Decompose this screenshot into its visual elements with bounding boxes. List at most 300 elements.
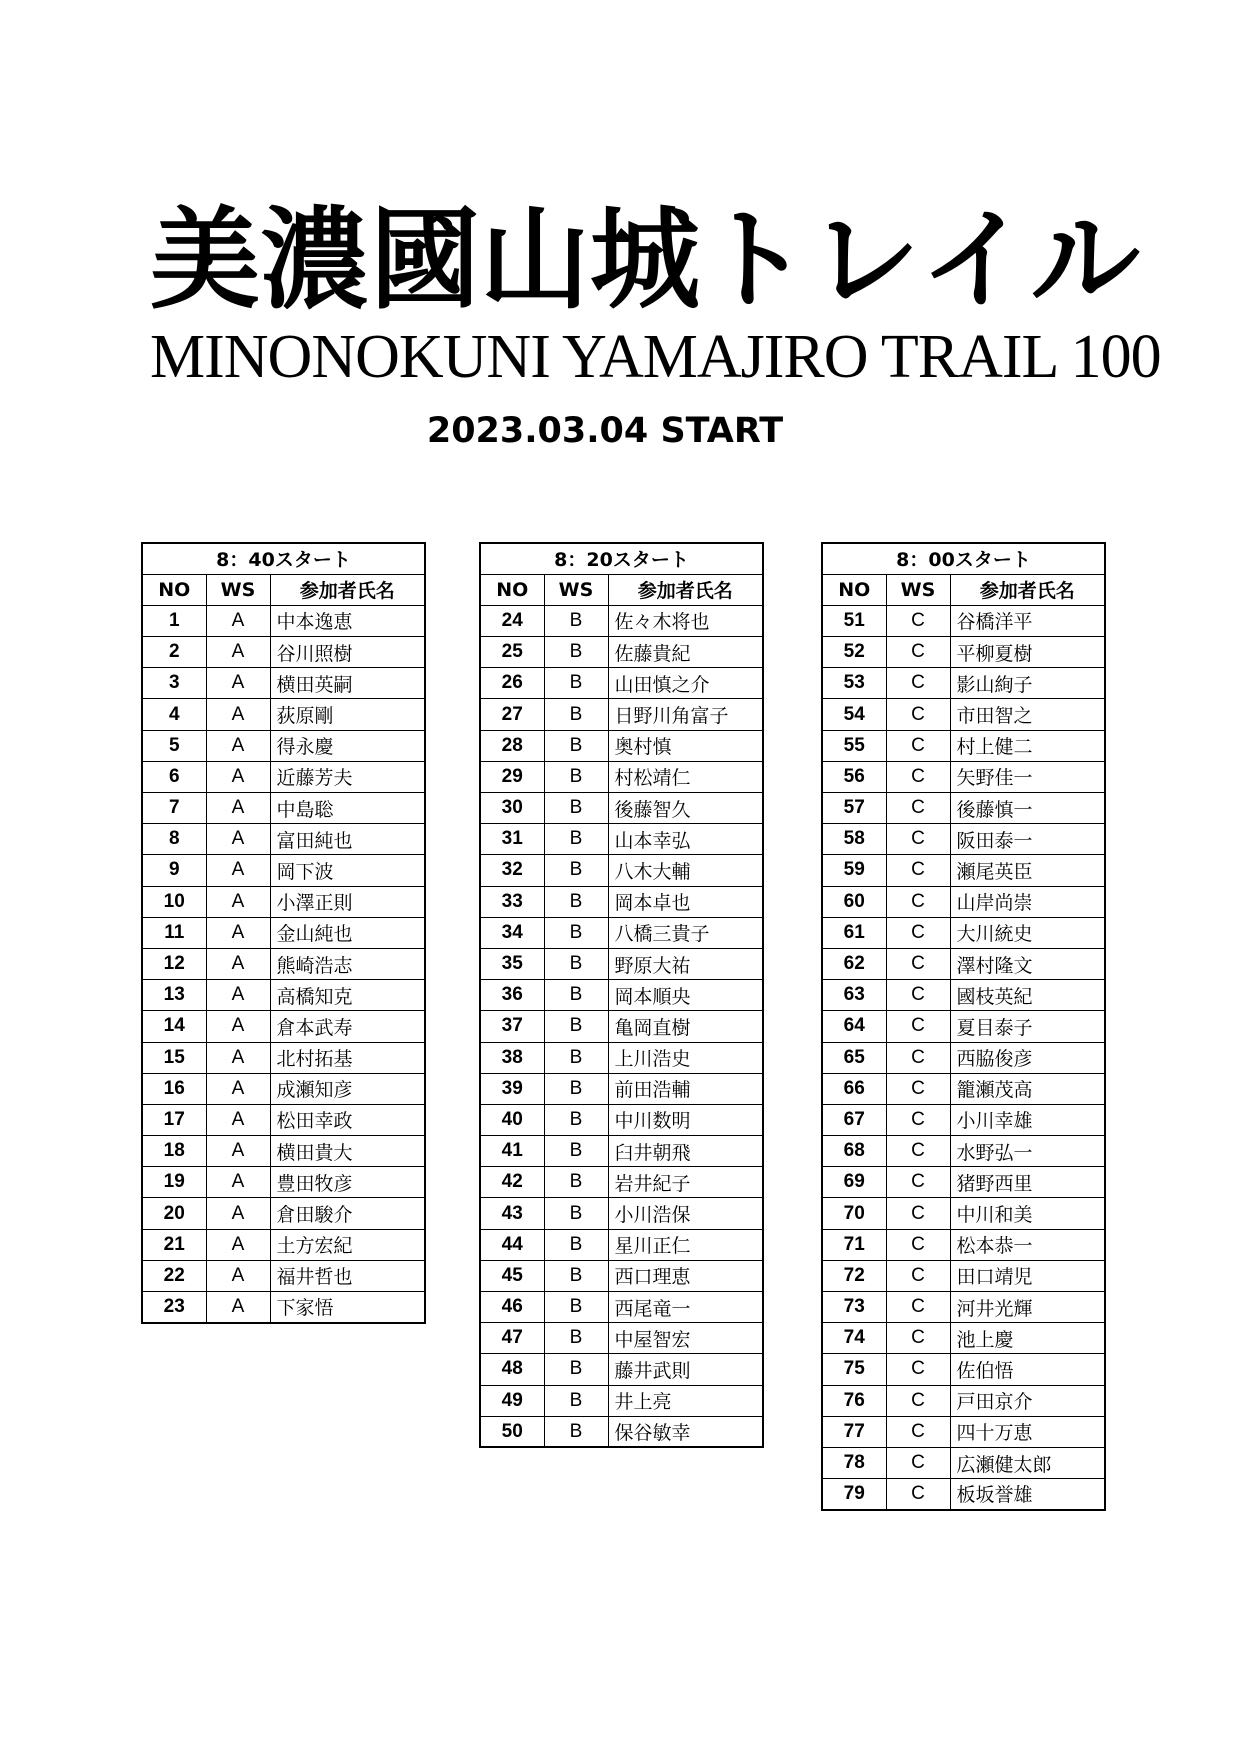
participant-name: 後藤慎一	[950, 793, 1105, 824]
participant-number: 54	[822, 699, 886, 730]
logo-char: ル	[1030, 195, 1140, 324]
participant-number: 11	[142, 917, 206, 948]
wave-code: C	[886, 605, 950, 636]
table-row	[822, 1167, 1105, 1198]
wave-code: A	[206, 980, 270, 1011]
wave-code: A	[206, 1011, 270, 1042]
participant-name: 小川浩保	[608, 1198, 763, 1229]
wave-code: C	[886, 1385, 950, 1416]
participant-name: 亀岡直樹	[608, 1011, 763, 1042]
participant-number: 35	[480, 948, 544, 979]
wave-code: C	[886, 637, 950, 668]
table-row	[480, 605, 763, 636]
participant-number: 17	[142, 1104, 206, 1135]
wave-code: A	[206, 1292, 270, 1323]
logo-char: 城	[590, 195, 700, 324]
participant-name: 西口理恵	[608, 1260, 763, 1291]
participant-number: 53	[822, 668, 886, 699]
table-row	[822, 1416, 1105, 1447]
participant-name: 市田智之	[950, 699, 1105, 730]
participant-number: 73	[822, 1292, 886, 1323]
table-row	[822, 699, 1105, 730]
participant-name: 成瀬知彦	[270, 1073, 425, 1104]
column-header-name: 参加者氏名	[950, 574, 1105, 605]
participant-number: 67	[822, 1104, 886, 1135]
table-row	[480, 1167, 763, 1198]
table-row	[480, 793, 763, 824]
wave-code: A	[206, 761, 270, 792]
table-row	[480, 1104, 763, 1135]
participant-name: 佐伯悟	[950, 1354, 1105, 1385]
wave-code: B	[544, 637, 608, 668]
participant-name: 谷橋洋平	[950, 605, 1105, 636]
wave-code: C	[886, 730, 950, 761]
wave-code: A	[206, 1042, 270, 1073]
participant-name: 四十万恵	[950, 1416, 1105, 1447]
participant-number: 19	[142, 1167, 206, 1198]
logo-char: ト	[700, 195, 810, 324]
table-row	[480, 1385, 763, 1416]
table-row	[822, 1042, 1105, 1073]
wave-code: C	[886, 1354, 950, 1385]
participant-name: 岩井紀子	[608, 1167, 763, 1198]
participant-number: 61	[822, 917, 886, 948]
table-row	[142, 668, 425, 699]
participant-name: 籠瀬茂高	[950, 1073, 1105, 1104]
participant-name: 日野川角富子	[608, 699, 763, 730]
table-row	[822, 1136, 1105, 1167]
wave-title: 8：00スタート	[822, 543, 1105, 574]
participant-number: 51	[822, 605, 886, 636]
participant-name: 富田純也	[270, 824, 425, 855]
participant-number: 12	[142, 948, 206, 979]
wave-code: B	[544, 1385, 608, 1416]
participant-name: 豊田牧彦	[270, 1167, 425, 1198]
wave-code: A	[206, 637, 270, 668]
table-row	[822, 1447, 1105, 1478]
participant-name: 前田浩輔	[608, 1073, 763, 1104]
wave-code: C	[886, 948, 950, 979]
participant-number: 69	[822, 1167, 886, 1198]
participant-number: 63	[822, 980, 886, 1011]
participant-name: 戸田京介	[950, 1385, 1105, 1416]
participant-number: 25	[480, 637, 544, 668]
wave-code: A	[206, 917, 270, 948]
participant-number: 65	[822, 1042, 886, 1073]
table-row	[480, 980, 763, 1011]
participant-name: 田口靖児	[950, 1260, 1105, 1291]
table-row	[822, 980, 1105, 1011]
participant-name: 倉本武寿	[270, 1011, 425, 1042]
participant-name: 山岸尚崇	[950, 886, 1105, 917]
table-row	[480, 1042, 763, 1073]
table-row	[480, 1323, 763, 1354]
wave-code: A	[206, 605, 270, 636]
table-row	[142, 605, 425, 636]
wave-code: A	[206, 1198, 270, 1229]
participant-name: 北村拓基	[270, 1042, 425, 1073]
participant-number: 29	[480, 761, 544, 792]
participant-name: 奥村慎	[608, 730, 763, 761]
participant-name: 八橋三貴子	[608, 917, 763, 948]
wave-code: C	[886, 1073, 950, 1104]
table-row	[142, 1042, 425, 1073]
participant-name: 倉田駿介	[270, 1198, 425, 1229]
column-header-ws: WS	[206, 574, 270, 605]
table-row	[480, 824, 763, 855]
participant-name: 岡本卓也	[608, 886, 763, 917]
table-row	[480, 948, 763, 979]
table-row	[480, 730, 763, 761]
participant-number: 3	[142, 668, 206, 699]
table-row	[822, 855, 1105, 886]
table-row	[822, 637, 1105, 668]
table-row	[822, 1229, 1105, 1260]
participant-number: 10	[142, 886, 206, 917]
table-row	[142, 886, 425, 917]
table-row	[480, 855, 763, 886]
wave-code: A	[206, 1136, 270, 1167]
wave-code: B	[544, 1229, 608, 1260]
wave-code: B	[544, 699, 608, 730]
participant-number: 31	[480, 824, 544, 855]
logo-char: 美	[150, 195, 260, 324]
participant-name: 佐藤貴紀	[608, 637, 763, 668]
wave-code: A	[206, 1260, 270, 1291]
wave-code: C	[886, 855, 950, 886]
table-row	[480, 1073, 763, 1104]
table-row	[480, 1011, 763, 1042]
participant-number: 34	[480, 917, 544, 948]
wave-code: A	[206, 948, 270, 979]
table-row	[480, 1416, 763, 1447]
wave-code: C	[886, 1136, 950, 1167]
participant-number: 14	[142, 1011, 206, 1042]
wave-code: C	[886, 1479, 950, 1510]
column-header-no: NO	[480, 574, 544, 605]
wave-code: C	[886, 1011, 950, 1042]
wave-code: B	[544, 1042, 608, 1073]
participant-name: 平柳夏樹	[950, 637, 1105, 668]
participant-number: 2	[142, 637, 206, 668]
participant-number: 16	[142, 1073, 206, 1104]
column-header-name: 参加者氏名	[270, 574, 425, 605]
table-row	[142, 824, 425, 855]
wave-code: C	[886, 1447, 950, 1478]
wave-code: A	[206, 855, 270, 886]
table-row	[142, 637, 425, 668]
table-row	[142, 855, 425, 886]
participant-number: 40	[480, 1104, 544, 1135]
participant-number: 57	[822, 793, 886, 824]
wave-code: B	[544, 917, 608, 948]
participant-number: 62	[822, 948, 886, 979]
wave-code: C	[886, 1323, 950, 1354]
participant-number: 39	[480, 1073, 544, 1104]
participant-number: 30	[480, 793, 544, 824]
wave-code: B	[544, 668, 608, 699]
column-header-no: NO	[142, 574, 206, 605]
wave-code: B	[544, 1198, 608, 1229]
participant-name: 中川数明	[608, 1104, 763, 1135]
wave-code: B	[544, 886, 608, 917]
table-row	[480, 1229, 763, 1260]
wave-code: C	[886, 1104, 950, 1135]
wave-code: B	[544, 1354, 608, 1385]
participant-number: 42	[480, 1167, 544, 1198]
participant-number: 20	[142, 1198, 206, 1229]
table-row	[142, 1198, 425, 1229]
participant-number: 21	[142, 1229, 206, 1260]
participant-number: 55	[822, 730, 886, 761]
participant-number: 26	[480, 668, 544, 699]
participant-name: 矢野佳一	[950, 761, 1105, 792]
table-row	[480, 886, 763, 917]
wave-code: B	[544, 1136, 608, 1167]
participant-number: 1	[142, 605, 206, 636]
wave-table-2	[479, 542, 764, 1448]
table-row	[142, 1260, 425, 1291]
participant-name: 高橋知克	[270, 980, 425, 1011]
participant-name: 佐々木将也	[608, 605, 763, 636]
participant-name: 西尾竜一	[608, 1292, 763, 1323]
participant-number: 46	[480, 1292, 544, 1323]
table-row	[480, 1198, 763, 1229]
participant-name: 松田幸政	[270, 1104, 425, 1135]
participant-name: 上川浩史	[608, 1042, 763, 1073]
participant-name: 山本幸弘	[608, 824, 763, 855]
wave-code: B	[544, 1416, 608, 1447]
column-header-no: NO	[822, 574, 886, 605]
table-row	[142, 793, 425, 824]
wave-code: C	[886, 1229, 950, 1260]
participant-name: 瀬尾英臣	[950, 855, 1105, 886]
participant-name: 谷川照樹	[270, 637, 425, 668]
participant-name: 野原大祐	[608, 948, 763, 979]
table-row	[480, 699, 763, 730]
wave-code: A	[206, 886, 270, 917]
participant-name: 福井哲也	[270, 1260, 425, 1291]
participant-name: 山田慎之介	[608, 668, 763, 699]
wave-code: C	[886, 886, 950, 917]
column-header-name: 参加者氏名	[608, 574, 763, 605]
wave-code: B	[544, 1260, 608, 1291]
table-row	[480, 917, 763, 948]
participant-name: 村上健二	[950, 730, 1105, 761]
participant-number: 28	[480, 730, 544, 761]
wave-code: B	[544, 1323, 608, 1354]
table-row	[822, 886, 1105, 917]
participant-number: 59	[822, 855, 886, 886]
wave-code: B	[544, 1292, 608, 1323]
participant-name: 下家悟	[270, 1292, 425, 1323]
participant-name: 小川幸雄	[950, 1104, 1105, 1135]
participant-name: 板坂誉雄	[950, 1479, 1105, 1510]
column-header-ws: WS	[544, 574, 608, 605]
wave-title: 8：20スタート	[480, 543, 763, 574]
table-row	[480, 637, 763, 668]
participant-name: 中川和美	[950, 1198, 1105, 1229]
table-row	[142, 980, 425, 1011]
participant-name: 井上亮	[608, 1385, 763, 1416]
participant-number: 66	[822, 1073, 886, 1104]
participant-name: 河井光輝	[950, 1292, 1105, 1323]
participant-number: 71	[822, 1229, 886, 1260]
participant-number: 72	[822, 1260, 886, 1291]
wave-table-3	[821, 542, 1106, 1511]
participant-number: 78	[822, 1447, 886, 1478]
wave-code: B	[544, 1104, 608, 1135]
participant-name: 横田貴大	[270, 1136, 425, 1167]
table-row	[822, 1198, 1105, 1229]
participant-number: 74	[822, 1323, 886, 1354]
wave-code: A	[206, 793, 270, 824]
wave-code: B	[544, 824, 608, 855]
wave-code: C	[886, 1260, 950, 1291]
table-row	[822, 761, 1105, 792]
wave-code: C	[886, 793, 950, 824]
participant-number: 47	[480, 1323, 544, 1354]
participant-name: 八木大輔	[608, 855, 763, 886]
wave-code: B	[544, 948, 608, 979]
participant-name: 松本恭一	[950, 1229, 1105, 1260]
start-date-text: 2023.03.04 START	[426, 411, 784, 451]
participant-name: 後藤智久	[608, 793, 763, 824]
participant-number: 36	[480, 980, 544, 1011]
wave-code: C	[886, 761, 950, 792]
participant-name: 星川正仁	[608, 1229, 763, 1260]
participant-name: 村松靖仁	[608, 761, 763, 792]
table-row	[822, 730, 1105, 761]
participant-number: 49	[480, 1385, 544, 1416]
participant-name: 得永慶	[270, 730, 425, 761]
participant-number: 64	[822, 1011, 886, 1042]
table-row	[480, 1136, 763, 1167]
table-row	[822, 605, 1105, 636]
participant-name: 臼井朝飛	[608, 1136, 763, 1167]
participant-name: 澤村隆文	[950, 948, 1105, 979]
participant-name: 西脇俊彦	[950, 1042, 1105, 1073]
table-row	[480, 1260, 763, 1291]
wave-code: A	[206, 1104, 270, 1135]
participant-name: 中島聡	[270, 793, 425, 824]
participant-number: 79	[822, 1479, 886, 1510]
wave-code: B	[544, 793, 608, 824]
table-row	[822, 1073, 1105, 1104]
table-row	[822, 1385, 1105, 1416]
wave-code: A	[206, 668, 270, 699]
participant-number: 24	[480, 605, 544, 636]
logo-char: レ	[810, 195, 920, 324]
participant-number: 15	[142, 1042, 206, 1073]
wave-code: B	[544, 1073, 608, 1104]
participant-number: 44	[480, 1229, 544, 1260]
participant-number: 52	[822, 637, 886, 668]
table-row	[142, 1011, 425, 1042]
table-row	[822, 1292, 1105, 1323]
wave-code: C	[886, 1198, 950, 1229]
logo-char: 山	[480, 195, 590, 324]
table-row	[142, 730, 425, 761]
table-row	[142, 1167, 425, 1198]
participant-number: 18	[142, 1136, 206, 1167]
participant-number: 41	[480, 1136, 544, 1167]
participant-number: 43	[480, 1198, 544, 1229]
participant-number: 58	[822, 824, 886, 855]
participant-number: 4	[142, 699, 206, 730]
table-row	[822, 1479, 1105, 1510]
participant-number: 68	[822, 1136, 886, 1167]
table-row	[822, 917, 1105, 948]
wave-code: C	[886, 824, 950, 855]
participant-name: 岡本順央	[608, 980, 763, 1011]
participant-number: 22	[142, 1260, 206, 1291]
wave-code: B	[544, 1011, 608, 1042]
column-header-ws: WS	[886, 574, 950, 605]
participant-name: 中本逸恵	[270, 605, 425, 636]
start-date	[0, 411, 1240, 451]
table-row	[480, 1292, 763, 1323]
table-row	[142, 699, 425, 730]
wave-code: A	[206, 824, 270, 855]
wave-code: C	[886, 699, 950, 730]
table-row	[142, 1229, 425, 1260]
participant-name: 藤井武則	[608, 1354, 763, 1385]
wave-code: C	[886, 1042, 950, 1073]
wave-code: C	[886, 917, 950, 948]
participant-name: 岡下波	[270, 855, 425, 886]
participant-name: 近藤芳夫	[270, 761, 425, 792]
participant-number: 37	[480, 1011, 544, 1042]
table-row	[822, 668, 1105, 699]
participant-number: 77	[822, 1416, 886, 1447]
wave-code: B	[544, 1167, 608, 1198]
wave-code: C	[886, 1292, 950, 1323]
logo-char: 濃	[260, 195, 370, 324]
wave-code: C	[886, 980, 950, 1011]
participant-number: 5	[142, 730, 206, 761]
wave-code: A	[206, 1229, 270, 1260]
table-row	[480, 668, 763, 699]
wave-table-1	[141, 542, 426, 1324]
participant-name: 保谷敏幸	[608, 1416, 763, 1447]
participant-name: 中屋智宏	[608, 1323, 763, 1354]
participant-number: 48	[480, 1354, 544, 1385]
table-row	[142, 1073, 425, 1104]
table-row	[822, 1260, 1105, 1291]
participant-number: 50	[480, 1416, 544, 1447]
table-row	[822, 1354, 1105, 1385]
participant-name: 影山絢子	[950, 668, 1105, 699]
participant-name: 広瀬健太郎	[950, 1447, 1105, 1478]
event-logo-japanese	[150, 195, 1140, 324]
table-row	[822, 824, 1105, 855]
participant-number: 7	[142, 793, 206, 824]
participant-number: 76	[822, 1385, 886, 1416]
logo-char: イ	[920, 195, 1030, 324]
logo-char: 國	[370, 195, 480, 324]
participant-name: 荻原剛	[270, 699, 425, 730]
participant-name: 金山純也	[270, 917, 425, 948]
participant-number: 27	[480, 699, 544, 730]
table-row	[480, 1354, 763, 1385]
wave-code: A	[206, 730, 270, 761]
table-row	[142, 1136, 425, 1167]
table-row	[822, 948, 1105, 979]
participant-number: 56	[822, 761, 886, 792]
wave-code: B	[544, 761, 608, 792]
participant-name: 熊崎浩志	[270, 948, 425, 979]
